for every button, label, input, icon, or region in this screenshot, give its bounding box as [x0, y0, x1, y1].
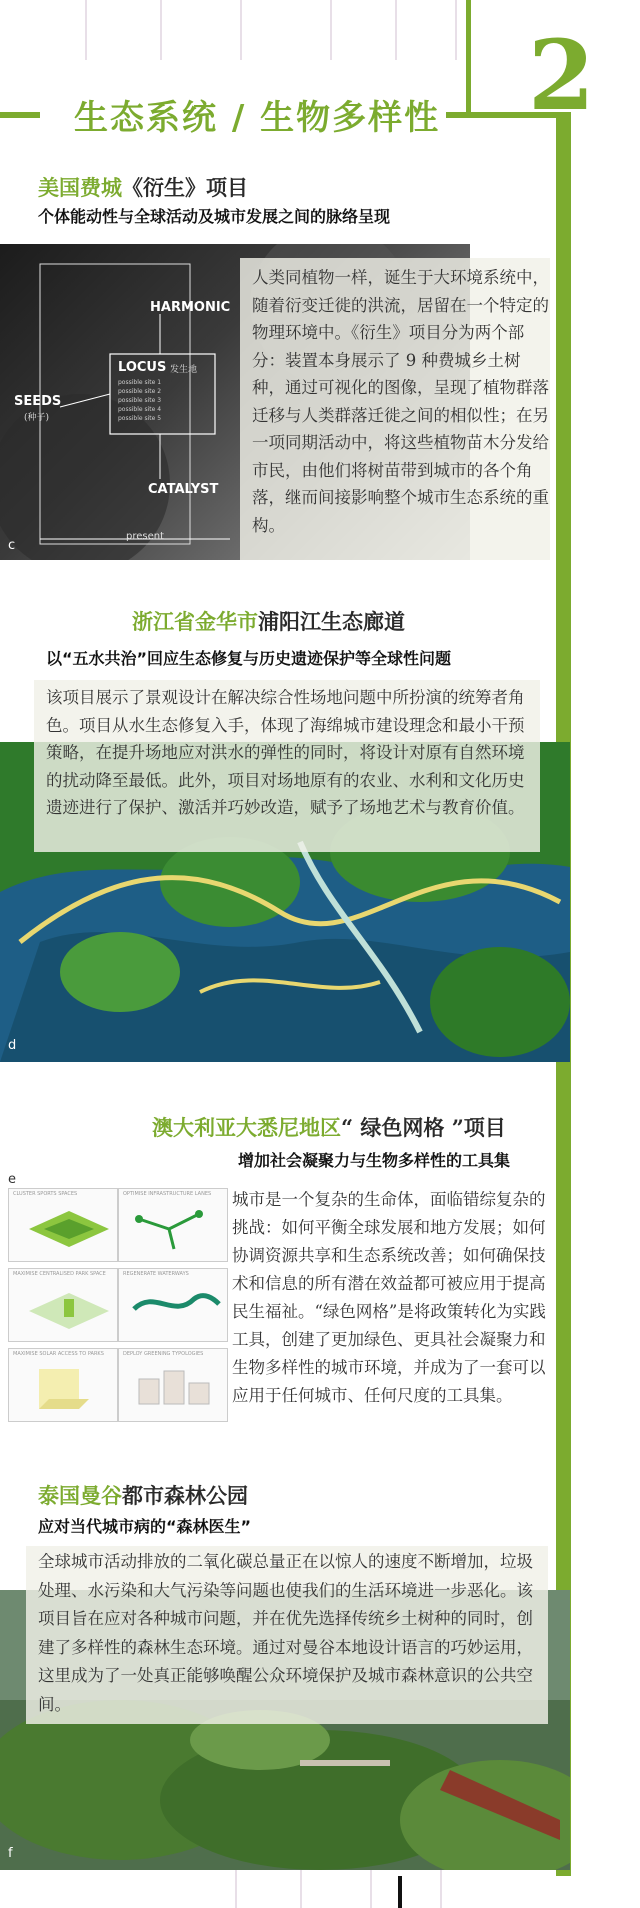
- title-rest: 都市森林公园: [122, 1483, 248, 1508]
- diagram-label-harmonic: HARMONIC: [150, 300, 231, 315]
- diagram-site-list: [118, 378, 161, 423]
- diagram-site: possible site 4: [118, 406, 162, 413]
- toolkit-caption: MAXIMISE CENTRALISED PARK SPACE: [13, 1271, 106, 1277]
- diagram-label-seeds: SEEDS: [14, 394, 62, 409]
- bottom-stripe: [370, 1870, 372, 1908]
- frame-top-left: [0, 112, 40, 118]
- diagram-site: possible site 3: [118, 397, 162, 404]
- project-body: 全球城市活动排放的二氧化碳总量正在以惊人的速度不断增加，垃圾处理、水污染和大气污染等问题也使我们的生活环境进一步恶化。该项目旨在应对各种城市问题，并在优先选择传统乡土树种的同时，创建了多样性的森林生态环境。通过对曼谷本地设计语言的巧妙运用，这里成为了一处真正能够唤醒公众环境保护及城市森林意识的公共空间。: [38, 1552, 533, 1714]
- photo-label: f: [8, 1846, 13, 1861]
- frame-number-line: [466, 0, 471, 118]
- title-highlight: 美国费城: [38, 175, 122, 200]
- diagram-label-catalyst: CATALYST: [148, 482, 219, 497]
- title-rest: 《衍生》项目: [122, 175, 248, 200]
- diagram-label-seeds-cn: (种子): [24, 413, 50, 423]
- project-body: 城市是一个复杂的生命体，面临错综复杂的挑战：如何平衡全球发展和地方发展；如何协调资源共享和生态系统改善；如何确保技术和信息的所有潜在效益都可被应用于提高民生福祉。“绿色网格”是将政策转化为实践工具，创建了更加绿色、更具社会凝聚力和生物多样性的城市环境，并成为了一套可以应用于任何城市、任何尺度的工具集。: [232, 1190, 546, 1405]
- photo-label: d: [8, 1038, 17, 1053]
- project-title-jinhua: [132, 606, 405, 636]
- toolkit-diagram: [118, 1188, 228, 1262]
- toolkit-illustration: [119, 1189, 227, 1261]
- toolkit-diagram: [8, 1188, 118, 1262]
- project-subtitle: 个体能动性与全球活动及城市发展之间的脉络呈现: [38, 207, 391, 226]
- diagram-label-present: present: [126, 531, 165, 542]
- toolkit-illustration: [119, 1349, 227, 1421]
- photo-label: c: [8, 538, 16, 553]
- toolkit-diagram: [8, 1268, 118, 1342]
- title-highlight: 澳大利亚大悉尼地区: [152, 1115, 341, 1140]
- section-title: 生态系统 / 生物多样性: [68, 90, 446, 139]
- toolkit-caption: DEPLOY GREENING TYPOLOGIES: [123, 1351, 204, 1357]
- diagram-label-locus: LOCUS: [118, 360, 167, 375]
- project-body: 人类同植物一样，诞生于大环境系统中，随着衍变迁徙的洪流，居留在一个特定的物理环境中。《衍生》项目分为两个部分：装置本身展示了 9 种费城乡土树种，通过可视化的图像，呈现了植物群落迁移与人类群落迁徙之间的相似性；在另一项同期活动中，将这些植物苗木分发给市民，由他们将树苗带到城市的各个角落，继而间接影响整个城市生态系统的重构。: [252, 268, 549, 535]
- bottom-stripe: [235, 1870, 237, 1908]
- project-body: 该项目展示了景观设计在解决综合性场地问题中所扮演的统筹者角色。项目从水生态修复入手，体现了海绵城市建设理念和最小干预策略，在提升场地应对洪水的弹性的同时，将设计对原有自然环境的扰动降至最低。此外，项目对场地原有的农业、水利和文化历史遗迹进行了保护、激活并巧妙改造，赋予了场地艺术与教育价值。: [46, 688, 525, 817]
- top-stripe: [455, 0, 457, 60]
- project-subtitle: 应对当代城市病的“森林医生”: [38, 1517, 252, 1536]
- toolkit-diagram: [118, 1348, 228, 1422]
- diagram-label-locus-cn: 发生地: [170, 365, 198, 375]
- project-subtitle: 增加社会凝聚力与生物多样性的工具集: [238, 1151, 511, 1170]
- title-highlight: 浙江省金华市: [132, 609, 258, 634]
- section-number: 2: [528, 19, 595, 132]
- toolkit-caption: CLUSTER SPORTS SPACES: [13, 1191, 78, 1197]
- bottom-stripe: [300, 1870, 302, 1908]
- top-stripe: [240, 0, 242, 60]
- project-title-philadelphia: [38, 172, 248, 202]
- toolkit-illustration: [9, 1269, 117, 1341]
- project-subtitle: 以“五水共治”回应生态修复与历史遗迹保护等全球性问题: [46, 649, 452, 668]
- toolkit-illustration: [119, 1269, 227, 1341]
- toolkit-caption: OPTIMISE INFRASTRUCTURE LANES: [123, 1191, 212, 1197]
- frame-bottom: [556, 1870, 571, 1876]
- top-stripe: [85, 0, 87, 60]
- title-rest: “ 绿色网格 ”项目: [341, 1115, 506, 1140]
- title-rest: 浦阳江生态廊道: [258, 609, 405, 634]
- toolkit-diagram: [8, 1348, 118, 1422]
- top-stripe: [395, 0, 397, 60]
- toolkit-caption: REGENERATE WATERWAYS: [123, 1271, 189, 1277]
- photo-label: e: [8, 1172, 16, 1187]
- toolkit-illustration: [9, 1349, 117, 1421]
- project-title-bangkok: [38, 1480, 248, 1510]
- title-highlight: 泰国曼谷: [38, 1483, 122, 1508]
- top-stripe: [160, 0, 162, 60]
- top-stripe: [330, 0, 332, 60]
- bottom-stripe: [440, 1870, 442, 1908]
- toolkit-diagram: [118, 1268, 228, 1342]
- toolkit-caption: MAXIMISE SOLAR ACCESS TO PARKS: [13, 1351, 104, 1357]
- bottom-black-bar: [398, 1876, 402, 1908]
- diagram-site: possible site 2: [118, 388, 162, 395]
- diagram-site: possible site 1: [118, 379, 162, 386]
- diagram-site: possible site 5: [118, 415, 162, 422]
- toolkit-illustration: [9, 1189, 117, 1261]
- project-title-sydney: [152, 1112, 506, 1142]
